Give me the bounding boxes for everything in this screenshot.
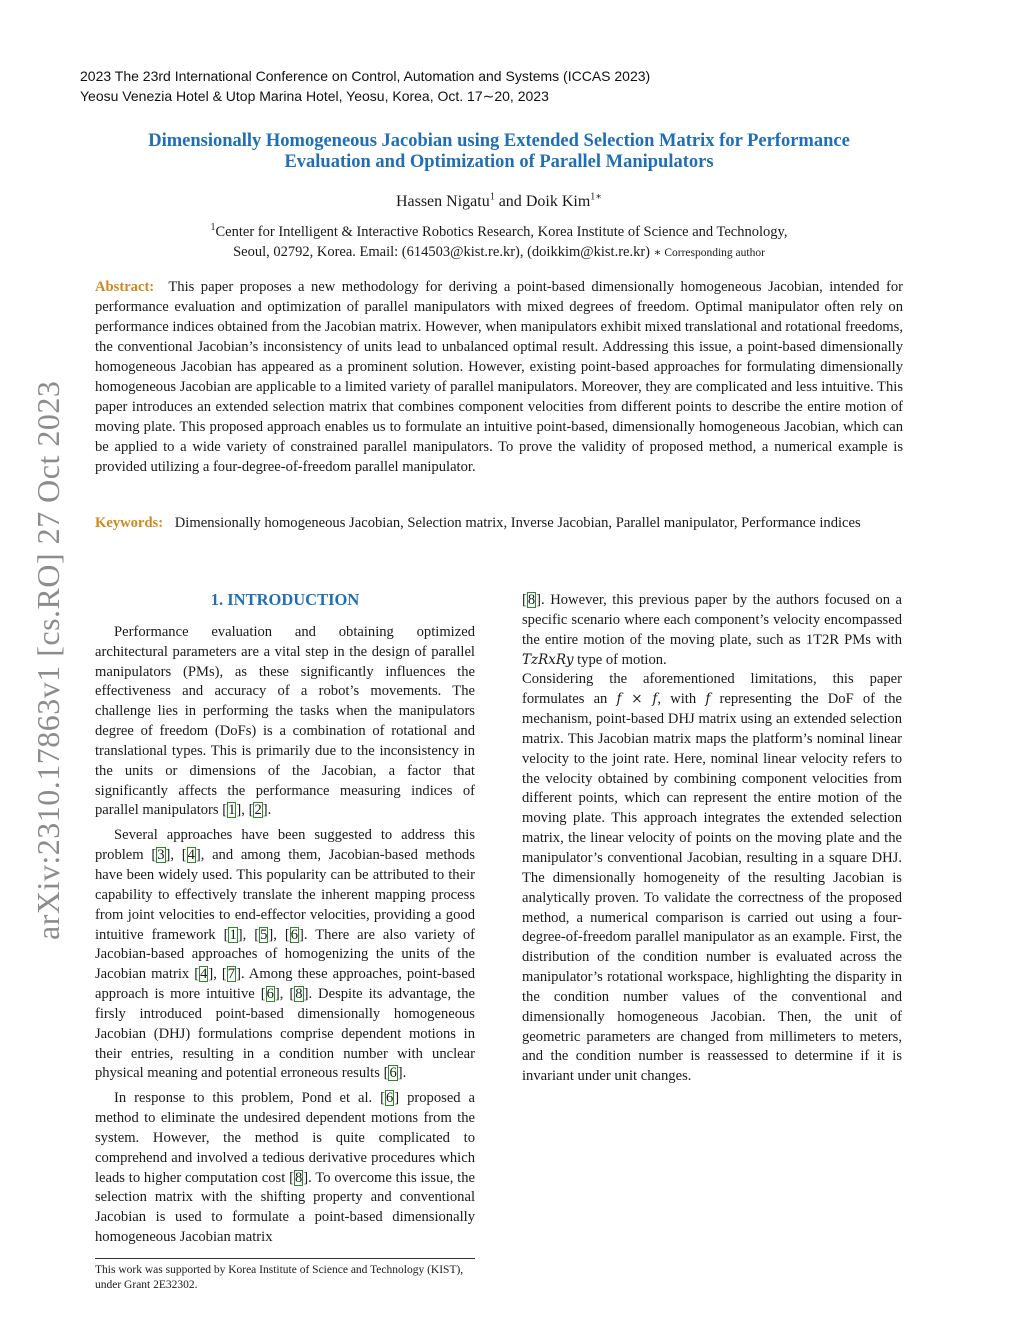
affiliation-line-2: Seoul, 02792, Korea. Email: (614503@kist.re.kr), (doikkim@kist.re.kr) <box>233 244 654 260</box>
author-1-sup: 1 <box>489 191 495 203</box>
citation-link[interactable]: 8 <box>294 1169 303 1186</box>
keywords-label: Keywords: <box>95 515 164 531</box>
author-2: Doik Kim <box>525 193 591 210</box>
abstract-text: This paper proposes a new methodology for deriving a point-based dimensionally homogeneous Jacobian, intended for performance evaluation and optimization of parallel manipulators with mixed degrees of freedom. Optimal manipulator often rely on performance indices obtained from the Jacobian matrix. However, when manipulators exhibit mixed translational and rotational freedoms, the conventional Jacobian’s inconsistency of units lead to unbalanced optimal result. Addressing this issue, a point-based dimensionally homogeneous Jacobian has appeared as a prominent solution. However, existing point-based approaches for formulating dimensionally homogeneous Jacobian are applicable to a limited variety of parallel manipulators. Moreover, they are complicated and less intuitive. This paper introduces an extended selection matrix that combines component velocities from different points to describe the entire motion of moving plate. This proposed approach enables us to formulate an intuitive point-based, dimensionally homogeneous Jacobian, which can be applied to a wide variety of constrained parallel manipulators. To prove the validity of proposed method, a numerical example is provided utilizing a four-degree-of-freedom parallel manipulator. <box>95 279 903 475</box>
citation-link[interactable]: 3 <box>157 847 165 864</box>
citation-link[interactable]: 4 <box>187 847 195 864</box>
paragraph-2: Several approaches have been suggested to address this problem [3], [4], and among them, Jacobian-based methods have been widely used. This popularity can be attributed to their capability to effectively translate the inherent mapping process from joint velocities to end-effector velocities, providing a good intuitive framework [1], [5], [6]. There are also variety of Jacobian-based approaches of homogenizing the units of the Jacobian matrix [4], [7]. Among these approaches, point-based approach is more intuitive [6], [8]. Despite its advantage, the firsly introduced point-based dimensionally homogeneous Jacobian (DHJ) formulations comprise dependent motions in their entries, resulting in a condition number with unclear physical meaning and potential erroneous results [6]. <box>95 827 475 1082</box>
author-2-sup: 1∗ <box>590 191 603 203</box>
title-line-2: Evaluation and Optimization of Parallel Manipulators <box>284 152 714 172</box>
keywords <box>95 513 903 533</box>
paper-title <box>96 131 902 173</box>
conference-line-2: Yeosu Venezia Hotel & Utop Marina Hotel, Yeosu, Korea, Oct. 17∼20, 2023 <box>80 88 549 104</box>
affiliation-sup: 1 <box>210 222 216 234</box>
affiliation-line-1: Center for Intelligent & Interactive Robotics Research, Korea Institute of Science and Technology, <box>215 224 788 240</box>
authors-and: and <box>494 193 526 210</box>
footnote: This work was supported by Korea Institute of Science and Technology (KIST), under Grant 2E32302. <box>95 1264 464 1291</box>
citation-link[interactable]: 4 <box>200 966 208 983</box>
citation-link[interactable]: 6 <box>266 986 274 1003</box>
authors <box>96 192 902 212</box>
citation-link[interactable]: 5 <box>260 926 268 943</box>
title-line-1: Dimensionally Homogeneous Jacobian using Extended Selection Matrix for Performance <box>148 131 850 151</box>
citation-link[interactable]: 6 <box>389 1065 397 1082</box>
corresponding-note: ∗ Corresponding author <box>653 247 765 259</box>
paragraph-3: In response to this problem, Pond et al. [6] proposed a method to eliminate the undesired dependent motions from the system. However, the method is quite complicated to comprehend and involved a tedious derivative procedures which leads to higher computation cost [8]. To overcome this issue, the selection matrix with the shifting property and conventional Jacobian is used to formulate a point-based dimensionally homogeneous Jacobian matrix <box>95 1090 476 1246</box>
author-1: Hassen Nigatu <box>395 193 490 210</box>
footnote-rule <box>95 1258 475 1259</box>
citation-link[interactable]: 6 <box>290 926 298 943</box>
citation-link[interactable]: 7 <box>227 966 236 983</box>
arxiv-stamp[interactable]: arXiv:2310.17863v1 [cs.RO] 27 Oct 2023 <box>30 380 66 940</box>
abstract <box>95 277 903 477</box>
column-left <box>95 588 475 1248</box>
paragraph-3-continued: [8]. However, this previous paper by the authors focused on a specific scenario where each component’s velocity encompassed the entire motion of the moving plate, such as 1T2R PMs with TzRxRy type of motion. <box>522 592 902 668</box>
abstract-label: Abstract: <box>95 279 155 295</box>
citation-link[interactable]: 2 <box>254 802 262 819</box>
column-right <box>522 591 902 1087</box>
math-f-by-f: f × f <box>616 691 658 708</box>
paragraph-1: Performance evaluation and obtaining optimized architectural parameters are a vital step in the design of parallel manipulators (PMs), as these significantly influences the effectiveness and accuracy of a robot’s movements. The challenge lies in performing the tasks when the manipulators degree of freedom (DoFs) is a combination of rotational and translational types. This is primarily due to the inconsistency in the units or dimensions of the Jacobian, a factor that significantly affects the performance measuring indices of parallel manipulators [1], [2]. <box>95 623 475 819</box>
affiliation <box>96 222 902 263</box>
citation-link[interactable]: 6 <box>385 1090 394 1107</box>
math-f: f <box>705 691 711 708</box>
section-heading: 1. INTRODUCTION <box>210 590 360 609</box>
conference-header <box>80 66 650 106</box>
paragraph-4: Considering the aforementioned limitations, this paper formulates an f × f, with f representing the DoF of the mechanism, point-based DHJ matrix using an extended selection matrix. This Jacobian matrix maps the platform’s nominal linear velocity to the joint rate. Here, nominal linear velocity refers to the velocity obtained by combining component velocities from different points, which can represent the entire motion of the moving plate. This approach integrates the extended selection matrix, the linear velocity of points on the moving plate and the manipulator’s conventional Jacobian, resulting in a square DHJ. The dimensionally homogeneity of the resulting Jacobian is analytically proven. To validate the correctness of the proposed method, a numerical comparison is carried out using a four-degree-of-freedom parallel manipulator as an example. First, the distribution of the condition number is evaluated across the manipulator’s rotational workspace, highlighting the disparity in the condition number values of the conventional and dimensionally homogeneous Jacobian. Then, the unit of geometric parameters are changed from millimeters to meters, and the condition number is reassessed to determine if it is invariant under unit changes. <box>522 671 903 1085</box>
conference-line-1: 2023 The 23rd International Conference on Control, Automation and Systems (ICCAS 2023) <box>80 68 651 84</box>
keywords-text: Dimensionally homogeneous Jacobian, Selection matrix, Inverse Jacobian, Parallel manipulator, Performance indices <box>174 515 861 531</box>
citation-link[interactable]: 1 <box>228 802 236 819</box>
citation-link[interactable]: 8 <box>527 592 536 608</box>
math-motion-type: TzRxRy <box>522 651 574 668</box>
citation-link[interactable]: 8 <box>295 986 303 1003</box>
citation-link[interactable]: 1 <box>229 926 237 943</box>
